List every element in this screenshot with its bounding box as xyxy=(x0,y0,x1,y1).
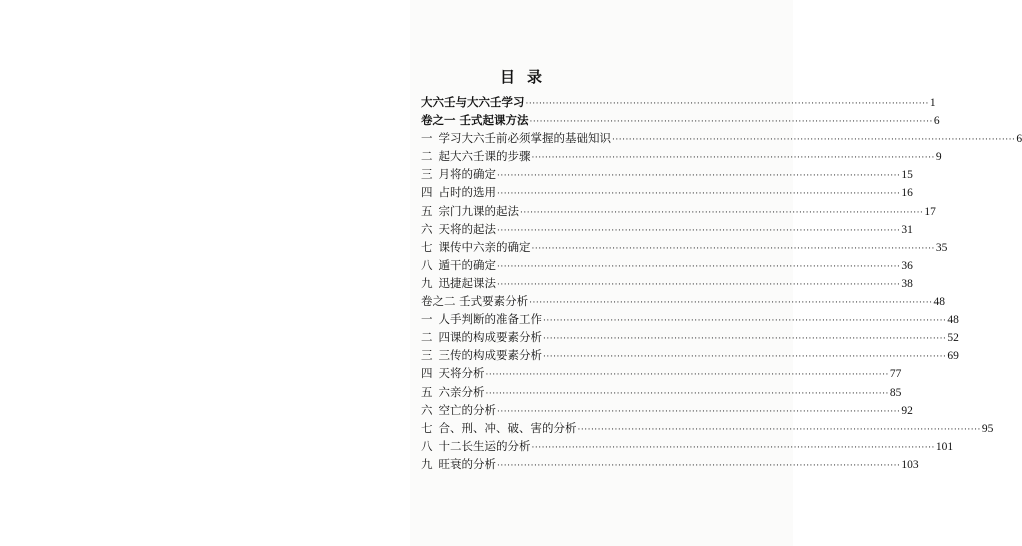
toc-entry xyxy=(421,202,936,220)
toc-entry-page-number: 16 xyxy=(901,187,913,200)
toc-entry-page-number: 69 xyxy=(947,350,959,363)
toc-leader-dots: ························································································································ xyxy=(497,406,901,417)
toc-entry-page-number: 85 xyxy=(889,386,902,399)
toc-entry-page-number: 9 xyxy=(935,151,942,164)
toc-entry xyxy=(421,183,913,201)
toc-leader-dots: ························································································································ xyxy=(577,424,981,435)
toc-entry-title: 天将的起法 xyxy=(438,221,496,236)
toc-entry-number: 四 xyxy=(421,366,433,381)
toc-entry-title: 旺衰的分析 xyxy=(438,456,496,471)
toc-entry-number: 一 xyxy=(421,131,433,146)
toc-entry-number: 五 xyxy=(421,203,433,218)
toc-entry xyxy=(421,310,959,328)
toc-entry xyxy=(421,93,936,111)
toc-leader-dots: ························································································································ xyxy=(497,189,901,200)
toc-entry-title: 人手判断的准备工作 xyxy=(438,312,542,327)
toc-entry xyxy=(421,274,913,292)
toc-entry-number: 三 xyxy=(421,167,433,182)
toc-entry-number: 九 xyxy=(421,456,433,471)
toc-entry-title: 迅捷起课法 xyxy=(438,275,496,290)
toc-entry xyxy=(421,364,902,382)
toc-entry-page-number: 1 xyxy=(929,97,936,109)
toc-entry-title: 十二长生运的分析 xyxy=(438,438,531,453)
toc-entry-page-number: 38 xyxy=(901,277,913,290)
toc-entry-page-number: 15 xyxy=(901,169,913,182)
toc-leader-dots: ························································································································ xyxy=(497,225,901,236)
toc-leader-dots: ························································································································ xyxy=(520,207,924,218)
toc-leader-dots: ························································································································ xyxy=(497,279,901,290)
toc-entry-page-number: 6 xyxy=(933,115,940,128)
toc-entry-title: 遁干的确定 xyxy=(438,257,496,272)
toc-leader-dots: ························································································································ xyxy=(529,298,933,309)
toc-entry xyxy=(421,129,1022,147)
toc-entry-title: 三传的构成要素分析 xyxy=(438,348,542,363)
toc-entry-page-number: 35 xyxy=(935,241,948,254)
toc-entry xyxy=(421,401,913,419)
toc-leader-dots: ························································································································ xyxy=(543,316,947,327)
toc-leader-dots: ························································································································ xyxy=(497,171,901,182)
toc-entry-page-number: 6 xyxy=(1016,133,1022,146)
toc-entry xyxy=(421,256,913,274)
toc-entry xyxy=(421,328,959,346)
toc-entry xyxy=(421,383,902,401)
toc-entry-title: 学习大六壬前必须掌握的基础知识 xyxy=(438,131,611,146)
toc-entry-page-number: 77 xyxy=(889,368,902,381)
toc-entry-number: 五 xyxy=(421,384,433,399)
toc-entry-title: 月将的确定 xyxy=(438,167,496,182)
toc-entry-number: 九 xyxy=(421,275,433,290)
toc-entry-number: 二 xyxy=(421,330,433,345)
toc-entry-page-number: 103 xyxy=(901,458,919,471)
toc-entry-title: 卷之一 壬式起课方法 xyxy=(421,113,529,128)
toc-entry-page-number: 101 xyxy=(935,440,954,453)
toc-entry xyxy=(421,147,942,165)
toc-entry-number: 二 xyxy=(421,149,433,164)
toc-entry xyxy=(421,437,954,455)
toc-entry-title: 起大六壬课的步骤 xyxy=(438,149,531,164)
toc-entry-title: 天将分析 xyxy=(438,366,485,381)
table-of-contents xyxy=(421,93,1022,473)
toc-entry-number: 一 xyxy=(421,312,433,327)
toc-leader-dots: ························································································································ xyxy=(612,135,1016,146)
toc-entry-number: 八 xyxy=(421,257,433,272)
toc-leader-dots: ························································································································ xyxy=(531,442,935,453)
toc-entry xyxy=(421,111,940,129)
toc-leader-dots: ························································································································ xyxy=(543,352,947,363)
toc-leader-dots: ························································································································ xyxy=(531,243,935,254)
toc-entry-title: 课传中六亲的确定 xyxy=(438,239,531,254)
toc-entry-page-number: 52 xyxy=(947,332,959,345)
toc-entry xyxy=(421,165,913,183)
toc-leader-dots: ························································································································ xyxy=(485,370,889,381)
toc-entry-title: 占时的选用 xyxy=(438,185,496,200)
toc-entry-number: 四 xyxy=(421,185,433,200)
toc-entry-title: 六亲分析 xyxy=(438,384,485,399)
toc-leader-dots: ························································································································ xyxy=(531,153,935,164)
toc-entry-page-number: 31 xyxy=(901,223,913,236)
toc-entry-page-number: 95 xyxy=(981,422,994,435)
toc-entry xyxy=(421,419,994,437)
toc-entry-title: 合、刑、冲、破、害的分析 xyxy=(438,420,577,435)
toc-leader-dots: ························································································································ xyxy=(543,334,947,345)
toc-entry xyxy=(421,455,919,473)
toc-entry-title: 四课的构成要素分析 xyxy=(438,330,542,345)
toc-entry-page-number: 92 xyxy=(901,404,913,417)
toc-entry-title: 大六壬与大六壬学习 xyxy=(421,95,525,109)
toc-entry-number: 八 xyxy=(421,438,433,453)
toc-leader-dots: ························································································································ xyxy=(497,460,901,471)
toc-entry-title: 空亡的分析 xyxy=(438,402,496,417)
toc-entry xyxy=(421,238,948,256)
toc-entry xyxy=(421,292,945,310)
toc-entry-page-number: 48 xyxy=(947,314,959,327)
toc-entry-title: 宗门九课的起法 xyxy=(438,203,519,218)
toc-entry-number: 六 xyxy=(421,221,433,236)
toc-entry-number: 六 xyxy=(421,402,433,417)
toc-leader-dots: ························································································································ xyxy=(485,388,889,399)
toc-leader-dots: ························································································································ xyxy=(529,117,933,128)
toc-leader-dots: ························································································································ xyxy=(497,261,901,272)
toc-entry-title: 卷之二 壬式要素分析 xyxy=(421,294,529,309)
toc-leader-dots: ························································································································ xyxy=(525,99,929,109)
toc-entry-page-number: 48 xyxy=(933,296,945,309)
page-title: 目录 xyxy=(500,68,555,86)
toc-entry-number: 三 xyxy=(421,348,433,363)
toc-entry-number: 七 xyxy=(421,239,433,254)
toc-entry-page-number: 17 xyxy=(924,205,936,218)
toc-entry xyxy=(421,220,913,238)
toc-entry-number: 七 xyxy=(421,420,433,435)
toc-entry xyxy=(421,346,959,364)
toc-entry-page-number: 36 xyxy=(901,259,913,272)
